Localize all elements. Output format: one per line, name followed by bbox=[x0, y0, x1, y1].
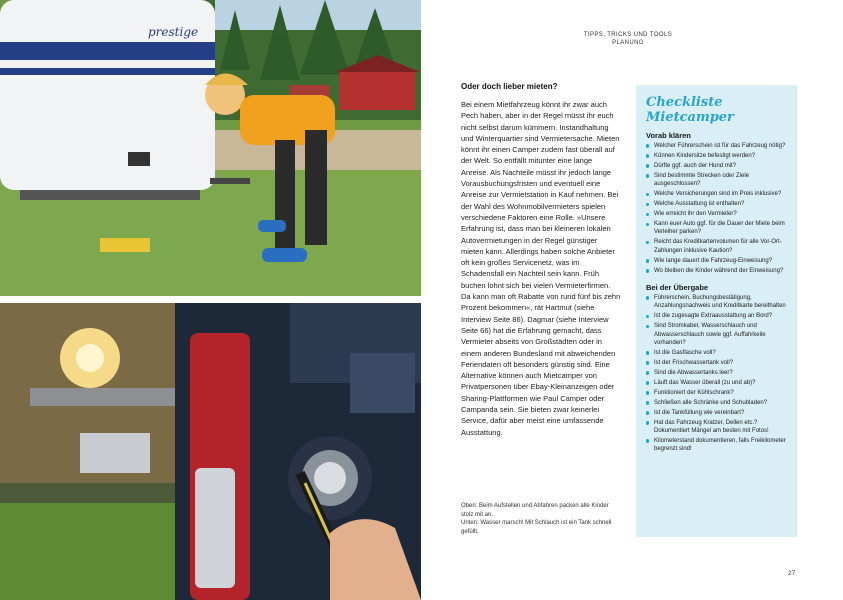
checklist-item-text: Dürfte ggf. auch der Hund mit? bbox=[654, 162, 737, 169]
checklist-item-text: Sind bestimmte Strecken oder Ziele ausgeschlossen? bbox=[654, 172, 750, 188]
bullet-icon bbox=[646, 411, 649, 414]
bullet-icon bbox=[646, 144, 649, 147]
checklist-item bbox=[646, 267, 791, 275]
bullet-icon bbox=[646, 164, 649, 167]
checklist-item bbox=[646, 220, 791, 237]
bullet-icon bbox=[646, 439, 649, 442]
checklist-item bbox=[646, 322, 791, 347]
checklist-item bbox=[646, 437, 791, 454]
article-paragraph: Bei einem Mietfahrzeug könnt ihr zwar auch Pech haben, aber in der Regel müsst ihr euch nicht selbst darum kümmern. Instandhaltung und Winterquartier sind Vermietersache. Mieten könnt ihr einen Camper zudem fast überall auf der Welt. So entfällt mitunter eine lange Anreise. Als Nachteile müsst ihr jedoch lange Vorausbuchungsfristen und eventuell eine Anreise zur Vermietstation in Kauf nehmen. Bei der Wahl des Wohnmobilvermieters spielen verschiedene Faktoren eine Rolle. »Unsere Erfahrung ist, dass man bei kleineren lokalen Autovermietungen in der Regel günstiger mieten kann. Allerdings haben solche Anbieter oft kein großes Servicenetz, was im Schadensfall ein Nachteil sein kann. Früh buchen lohnt sich bei vielen Vermieterfirmen. Da kann man oft Rabatte von rund fünf bis zehn Prozent bekommen«, rät Hartmut (siehe Interview Seite 86). Dagmar (siehe Interview Seite 66) hat die Erfahrung gemacht, dass Vermieter abseits von Großstädten oder in einem anderen Bundesland mit abweichenden Feriendaten oft besonders günstig sind. Eine Alternative können auch Mietcamper von Privatpersonen über Ebay-Kleinanzeigen oder Sharing-Plattformen wie Paul Camper oder Campanda sein. Sie bieten zwar keinerlei Service, dafür aber meist eine umfassende Ausstattung. bbox=[461, 100, 621, 437]
checklist-item-text: Wo bleiben die Kinder während der Einweisung? bbox=[654, 267, 784, 274]
caption-bottom: Unten: Wasser marsch! Mit Schlauch ist ein Tank schnell gefüllt. bbox=[461, 520, 612, 535]
checklist-title: Checkliste Mietcamper bbox=[646, 95, 734, 125]
checklist-item-text: Ist die zugesagte Extraausstattung an Bord? bbox=[654, 313, 773, 320]
checklist-item-text: Ist der Frischwassertank voll? bbox=[654, 359, 734, 366]
bullet-icon bbox=[646, 223, 649, 226]
bullet-icon bbox=[646, 259, 649, 262]
caravan-brand-text: prestige bbox=[148, 25, 199, 39]
checklist-item bbox=[646, 152, 791, 160]
checklist-item-text: Kann euer Auto ggf. für die Dauer der Miete beim Verleiher parken? bbox=[654, 221, 785, 236]
checklist-item-text: Reicht das Kreditkartenvolumen für alle Vor-Ort-Zahlungen inklusive Kaution? bbox=[654, 239, 782, 254]
checklist-item-text: Welche Ausstattung ist enthalten? bbox=[654, 201, 745, 208]
checklist-item-text: Läuft das Wasser überall (zu und ab)? bbox=[654, 379, 756, 386]
checklist-item bbox=[646, 409, 791, 417]
checklist-item-text: Sind Stromkabel, Wasserschlauch und Abwasserschlauch sowie ggf. Auffahrkeile vorhanden? bbox=[654, 323, 766, 346]
running-header-chapter: PLANUNG bbox=[612, 40, 644, 46]
bullet-icon bbox=[646, 315, 649, 318]
running-header bbox=[548, 31, 708, 47]
bullet-icon bbox=[646, 401, 649, 404]
checklist-item-text: Hat das Fahrzeug Kratzer, Dellen etc.? Dokumentiert Mängel am besten mit Fotos! bbox=[654, 419, 769, 435]
bullet-icon bbox=[646, 174, 649, 177]
checklist-item-text: Kilometerstand dokumentieren, falls Freikilometer begrenzt sind! bbox=[654, 438, 786, 453]
checklist-item-text: Schließen alle Schränke und Schubladen? bbox=[654, 399, 768, 406]
checklist-item-text: Ist die Tankfüllung wie vereinbart? bbox=[654, 409, 745, 416]
photo-water-illustration bbox=[0, 303, 421, 600]
checklist-item bbox=[646, 389, 791, 397]
checklist-section-heading: Vorab klären bbox=[646, 131, 691, 140]
checklist-item-text: Wie lange dauert die Fahrzeug-Einweisung? bbox=[654, 257, 773, 264]
checklist-item bbox=[646, 200, 791, 208]
checklist-item-text: Führerschein, Buchungsbestätigung, Anzahlungsnachweis und Kreditkarte bereithalten bbox=[654, 295, 786, 310]
checklist-item bbox=[646, 419, 791, 436]
article-body bbox=[461, 99, 621, 438]
checklist-item bbox=[646, 399, 791, 407]
photo-water-filling bbox=[0, 303, 421, 600]
checklist-item bbox=[646, 172, 791, 189]
bullet-icon bbox=[646, 371, 649, 374]
checklist-item-text: Können Kindersitze befestigt werden? bbox=[654, 152, 756, 159]
checklist-item bbox=[646, 142, 791, 150]
checklist-box bbox=[636, 85, 797, 537]
article-heading: Oder doch lieber mieten? bbox=[461, 82, 558, 91]
bullet-icon bbox=[646, 296, 649, 299]
checklist-item-text: Sind die Abwassertanks leer? bbox=[654, 369, 733, 376]
photo-caravan-child bbox=[0, 0, 421, 296]
bullet-icon bbox=[646, 241, 649, 244]
checklist-item bbox=[646, 210, 791, 218]
checklist-list-handover bbox=[646, 294, 791, 454]
photo-caravan-illustration bbox=[0, 0, 421, 296]
checklist-item bbox=[646, 257, 791, 265]
bullet-icon bbox=[646, 325, 649, 328]
bullet-icon bbox=[646, 213, 649, 216]
bullet-icon bbox=[646, 351, 649, 354]
bullet-icon bbox=[646, 391, 649, 394]
photo-captions bbox=[461, 502, 621, 536]
checklist-item bbox=[646, 238, 791, 255]
checklist-list-before bbox=[646, 142, 791, 275]
checklist-item bbox=[646, 369, 791, 377]
checklist-item-text: Welcher Führerschein ist für das Fahrzeug nötig? bbox=[654, 143, 786, 149]
checklist-item bbox=[646, 294, 791, 311]
checklist-item-text: Ist die Gasflasche voll? bbox=[654, 349, 716, 356]
bullet-icon bbox=[646, 421, 649, 424]
bullet-icon bbox=[646, 381, 649, 384]
checklist-section-heading: Bei der Übergabe bbox=[646, 283, 709, 293]
checklist-item bbox=[646, 312, 791, 320]
checklist-item bbox=[646, 162, 791, 170]
checklist-item-text: Wie erreicht ihr den Vermieter? bbox=[654, 211, 737, 218]
bullet-icon bbox=[646, 193, 649, 196]
checklist-item-text: Welche Versicherungen sind im Preis inklusive? bbox=[654, 191, 782, 198]
bullet-icon bbox=[646, 361, 649, 364]
checklist-item bbox=[646, 190, 791, 198]
checklist-item-text: Funktioniert der Kühlschrank? bbox=[654, 389, 734, 396]
bullet-icon bbox=[646, 154, 649, 157]
bullet-icon bbox=[646, 269, 649, 272]
checklist-item bbox=[646, 379, 791, 387]
checklist-item bbox=[646, 349, 791, 357]
page-number: 27 bbox=[788, 570, 796, 577]
caption-top: Oben: Beim Aufstellen und Abfahren packen alle Kinder stolz mit an. bbox=[461, 503, 609, 518]
checklist-item bbox=[646, 359, 791, 367]
bullet-icon bbox=[646, 203, 649, 206]
running-header-section: TIPPS, TRICKS UND TOOLS bbox=[583, 32, 673, 38]
